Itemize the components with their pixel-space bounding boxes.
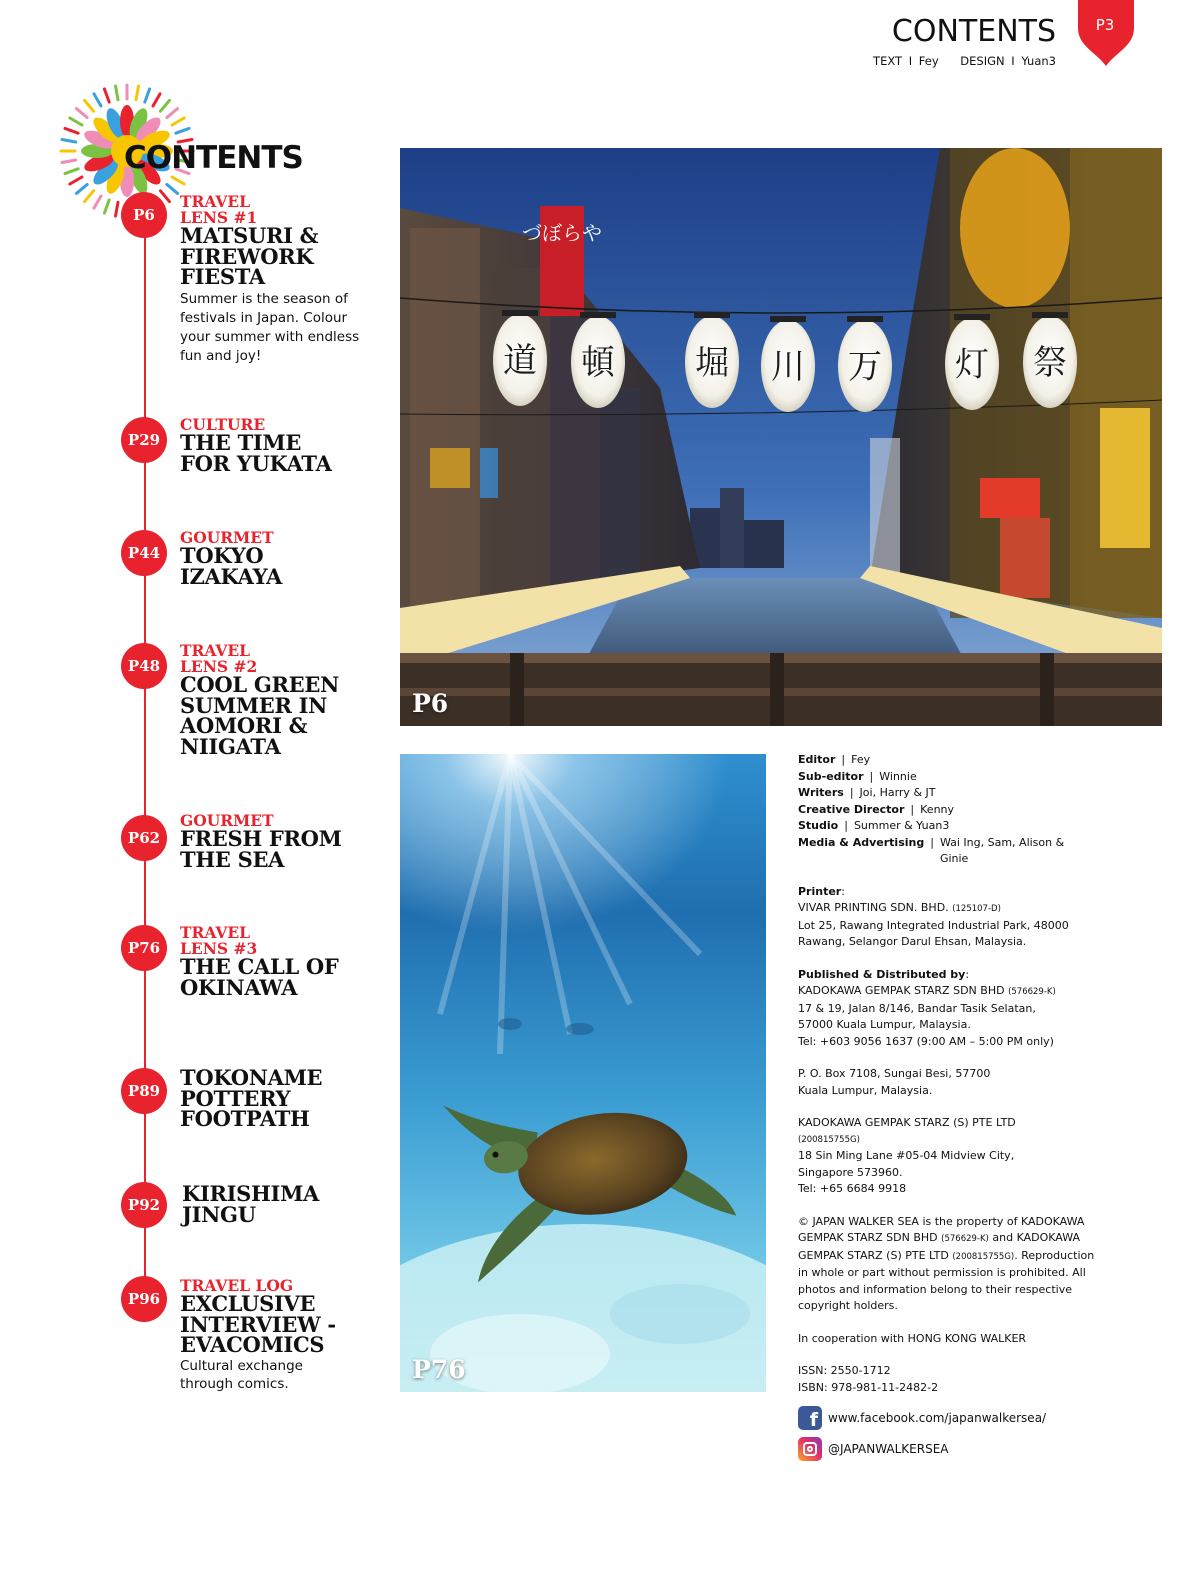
- burst-spark: [172, 177, 184, 184]
- address-line: P. O. Box 7108, Sungai Besi, 57700: [798, 1067, 991, 1080]
- sign-text: づぼらや: [522, 221, 602, 245]
- toc-headline: AOMORI &: [180, 713, 308, 738]
- lantern-cap: [502, 310, 538, 316]
- staff-role: Editor: [798, 753, 836, 766]
- photo-page-label: P76: [412, 1355, 466, 1384]
- printer-label: Printer: [798, 884, 842, 898]
- burst-spark: [116, 202, 118, 216]
- publisher-name: KADOKAWA GEMPAK STARZ SDN BHD: [798, 984, 1005, 997]
- staff-row: [798, 769, 1098, 786]
- instagram-icon: [798, 1437, 822, 1461]
- page-badge: P89: [121, 1068, 167, 1114]
- burst-spark: [104, 200, 109, 213]
- toc-category: TRAVEL: [180, 923, 251, 942]
- printer-reg: (125107-D): [952, 904, 1001, 914]
- burst-spark: [176, 128, 189, 133]
- issn: ISSN: 2550-1712: [798, 1364, 891, 1377]
- lantern-character: 灯: [955, 345, 989, 385]
- staff-name: Fey: [851, 753, 871, 766]
- toc-headline: FIESTA: [180, 264, 265, 289]
- toc-headline: OKINAWA: [180, 974, 298, 1000]
- staff-name: Summer & Yuan3: [853, 819, 950, 832]
- toc-headline: THE TIME: [180, 430, 302, 455]
- staff-row: [798, 818, 1098, 835]
- burst-spark: [172, 118, 184, 125]
- toc-headline: FIREWORK: [180, 243, 314, 269]
- lantern-cap: [1032, 312, 1068, 318]
- publisher-block: Published & Distributed by: KADOKAWA GEMPAK STARZ SDN BHD (576629-K) 17 & 19, Jalan 8/146, Bandar Tasik Selatan, 57000 Kuala Lumpur, Malaysia. Tel: +603 9056 1637 (9:00 AM – 5:00 PM only): [798, 967, 1098, 1051]
- toc-category: LENS #2: [180, 657, 258, 676]
- address-line: 57000 Kuala Lumpur, Malaysia.: [798, 1018, 971, 1031]
- separator: |: [841, 753, 846, 766]
- photo-dotonbori-canal[interactable]: [400, 148, 1162, 726]
- toc-headline: MATSURI &: [180, 223, 319, 248]
- photo-sea-turtle[interactable]: [400, 754, 766, 1392]
- page-badge: P96: [121, 1276, 167, 1322]
- toc-category: LENS #1: [180, 208, 258, 227]
- toc-category: TRAVEL: [180, 641, 251, 660]
- burst-spark: [94, 94, 101, 106]
- burst-spark: [167, 184, 178, 193]
- toc-headline: EXCLUSIVE: [180, 1291, 316, 1316]
- burst-spark: [65, 169, 78, 174]
- phone-line: Tel: +603 9056 1637 (9:00 AM – 5:00 PM only): [798, 1034, 1054, 1048]
- printer-name: VIVAR PRINTING SDN. BHD.: [798, 901, 949, 914]
- lantern-cap: [694, 312, 730, 318]
- toc-headline: TOKYO: [180, 543, 264, 568]
- lantern-character: 川: [771, 347, 805, 387]
- photo-page-label: P6: [412, 689, 449, 718]
- burst-spark: [104, 89, 109, 102]
- toc-headline: EVACOMICS: [180, 1332, 325, 1357]
- facebook-link[interactable]: [798, 1406, 1098, 1430]
- page-badge: P92: [121, 1182, 167, 1228]
- toc-category: CULTURE: [180, 415, 266, 434]
- page-number: P3: [1095, 16, 1115, 34]
- toc-headline: THE SEA: [180, 846, 285, 872]
- lantern-character: 頓: [581, 343, 615, 383]
- staff-role: Studio: [798, 819, 839, 832]
- po-box-block: [798, 1066, 1098, 1099]
- toc-headline: FOR YUKATA: [180, 450, 332, 476]
- toc-description: Summer is the season of festivals in Japan. Colour your summer with endless fun and joy!: [180, 290, 360, 364]
- facebook-url[interactable]: www.facebook.com/japanwalkersea/: [828, 1410, 1047, 1425]
- staff-row: [798, 802, 1098, 819]
- burst-spark: [70, 177, 82, 184]
- staff-name: Kenny: [920, 802, 955, 816]
- separator: |: [869, 769, 874, 783]
- section-title: CONTENTS: [891, 14, 1056, 49]
- staff-row: [798, 785, 1098, 802]
- toc-category: TRAVEL: [180, 192, 251, 211]
- publisher-reg: (576629-K): [1008, 987, 1056, 997]
- burst-spark: [62, 160, 76, 162]
- burst-spark: [145, 89, 150, 102]
- instagram-link[interactable]: [798, 1437, 1098, 1461]
- staff-name: Joi, Harry & JT: [859, 786, 936, 799]
- sg-reg: (200815755G): [798, 1134, 860, 1145]
- toc-headline: IZAKAYA: [180, 563, 282, 589]
- sg-company-name: KADOKAWA GEMPAK STARZ (S) PTE LTD: [798, 1116, 1016, 1129]
- toc-headline: INTERVIEW -: [180, 1311, 336, 1337]
- phone-line: Tel: +65 6684 9918: [798, 1182, 907, 1195]
- burst-spark: [76, 184, 87, 193]
- burst-spark: [153, 94, 160, 106]
- timeline-line: [144, 214, 146, 1304]
- staff-name: Winnie: [879, 769, 917, 783]
- toc-category: GOURMET: [180, 811, 274, 830]
- burst-spark: [85, 100, 94, 111]
- singapore-office-block: [798, 1115, 1098, 1198]
- contents-heading: CONTENTS: [124, 140, 303, 176]
- toc-headline: TOKONAME: [180, 1065, 323, 1090]
- staff-role: Media & Advertising: [798, 835, 925, 849]
- separator: |: [849, 786, 854, 799]
- staff-role: Sub-editor: [798, 769, 864, 783]
- staff-role: Creative Director: [798, 802, 905, 816]
- toc-description: Cultural exchange through comics.: [180, 1357, 303, 1392]
- burst-spark: [167, 109, 178, 118]
- separator: |: [844, 819, 848, 832]
- page-badge: P62: [121, 815, 167, 861]
- lantern-cap: [580, 312, 616, 318]
- toc-category: GOURMET: [180, 528, 274, 547]
- instagram-handle[interactable]: @JAPANWALKERSEA: [828, 1441, 949, 1456]
- burst-spark: [62, 140, 76, 142]
- toc-headline: POTTERY: [180, 1085, 291, 1111]
- toc-headline: COOL GREEN: [180, 672, 339, 697]
- page-badge: P29: [121, 417, 167, 463]
- toc-headline: JINGU: [182, 1201, 256, 1227]
- burst-spark: [85, 191, 94, 202]
- separator: |: [930, 835, 934, 849]
- address-line: Singapore 573960.: [798, 1165, 903, 1179]
- separator: I: [908, 54, 913, 68]
- address-line: 18 Sin Ming Lane #05-04 Midview City,: [798, 1149, 1015, 1162]
- page-badge: P6: [121, 192, 167, 238]
- separator: |: [910, 802, 915, 816]
- copyright-notice: © JAPAN WALKER SEA is the property of KADOKAWA GEMPAK STARZ SDN BHD (576629-K) and KADOKAWA GEMPAK STARZ (S) PTE LTD (200815755G). Reproduction in whole or part without permission is prohibited. All photos and information belong to their respective copyright holders.: [798, 1214, 1095, 1312]
- text-design-credits: [870, 54, 1056, 68]
- address-line: Rawang, Selangor Darul Ehsan, Malaysia.: [798, 935, 1027, 948]
- lantern-cap: [847, 316, 883, 322]
- address-line: Lot 25, Rawang Integrated Industrial Park, 48000: [798, 918, 1069, 932]
- staff-list: [798, 752, 1098, 868]
- page-badge: P48: [121, 643, 167, 689]
- burst-spark: [136, 86, 138, 100]
- lantern-character: 堀: [695, 343, 729, 383]
- issn-isbn: [798, 1363, 1098, 1396]
- toc-headline: THE CALL OF: [180, 954, 339, 979]
- toc-headline: NIIGATA: [180, 733, 281, 759]
- page-badge: P76: [121, 925, 167, 971]
- lantern-cap: [954, 314, 990, 320]
- burst-spark: [76, 109, 87, 118]
- printer-block: Printer: VIVAR PRINTING SDN. BHD. (125107-D) Lot 25, Rawang Integrated Industrial Park, 48000 Rawang, Selangor Darul Ehsan, Malaysia.: [798, 884, 1098, 951]
- lantern-character: 祭: [1033, 343, 1067, 383]
- page-number-marker: [1078, 0, 1138, 66]
- underwater-scene-illustration: [400, 754, 766, 1392]
- staff-role: Writers: [798, 786, 844, 799]
- burst-spark: [94, 196, 101, 208]
- masthead-credits: [798, 752, 1098, 1461]
- separator: I: [1011, 54, 1015, 68]
- burst-spark: [116, 86, 118, 100]
- facebook-icon: f: [798, 1406, 822, 1430]
- lantern-cap: [770, 316, 806, 322]
- staff-row: [798, 835, 1098, 868]
- cooperation-note: In cooperation with HONG KONG WALKER: [798, 1331, 1027, 1345]
- publisher-label: Published & Distributed by: [798, 967, 966, 981]
- lantern-character: 道: [503, 341, 537, 381]
- address-line: 17 & 19, Jalan 8/146, Bandar Tasik Selatan,: [798, 1001, 1036, 1015]
- burst-spark: [65, 128, 78, 133]
- page-badge: P44: [121, 530, 167, 576]
- text-label: TEXT: [873, 54, 903, 68]
- staff-row: [798, 752, 1098, 769]
- burst-spark: [70, 118, 82, 125]
- toc-headline: SUMMER IN: [180, 692, 328, 718]
- toc-headline: FOOTPATH: [180, 1106, 310, 1131]
- design-label: DESIGN: [960, 54, 1005, 68]
- toc-headline: KIRISHIMA: [182, 1181, 320, 1206]
- staff-name: Wai Ing, Sam, Alison & Ginie: [939, 835, 1065, 865]
- design-credit: Yuan3: [1021, 54, 1056, 68]
- canal-scene-illustration: [400, 148, 1162, 726]
- burst-spark: [160, 100, 169, 111]
- toc-category: LENS #3: [180, 939, 258, 958]
- toc-headline: FRESH FROM: [180, 826, 342, 851]
- isbn: ISBN: 978-981-11-2482-2: [798, 1380, 939, 1394]
- toc-category: TRAVEL LOG: [180, 1276, 294, 1295]
- lantern-character: 万: [848, 347, 882, 387]
- text-credit: Fey: [918, 54, 939, 68]
- address-line: Kuala Lumpur, Malaysia.: [798, 1083, 933, 1097]
